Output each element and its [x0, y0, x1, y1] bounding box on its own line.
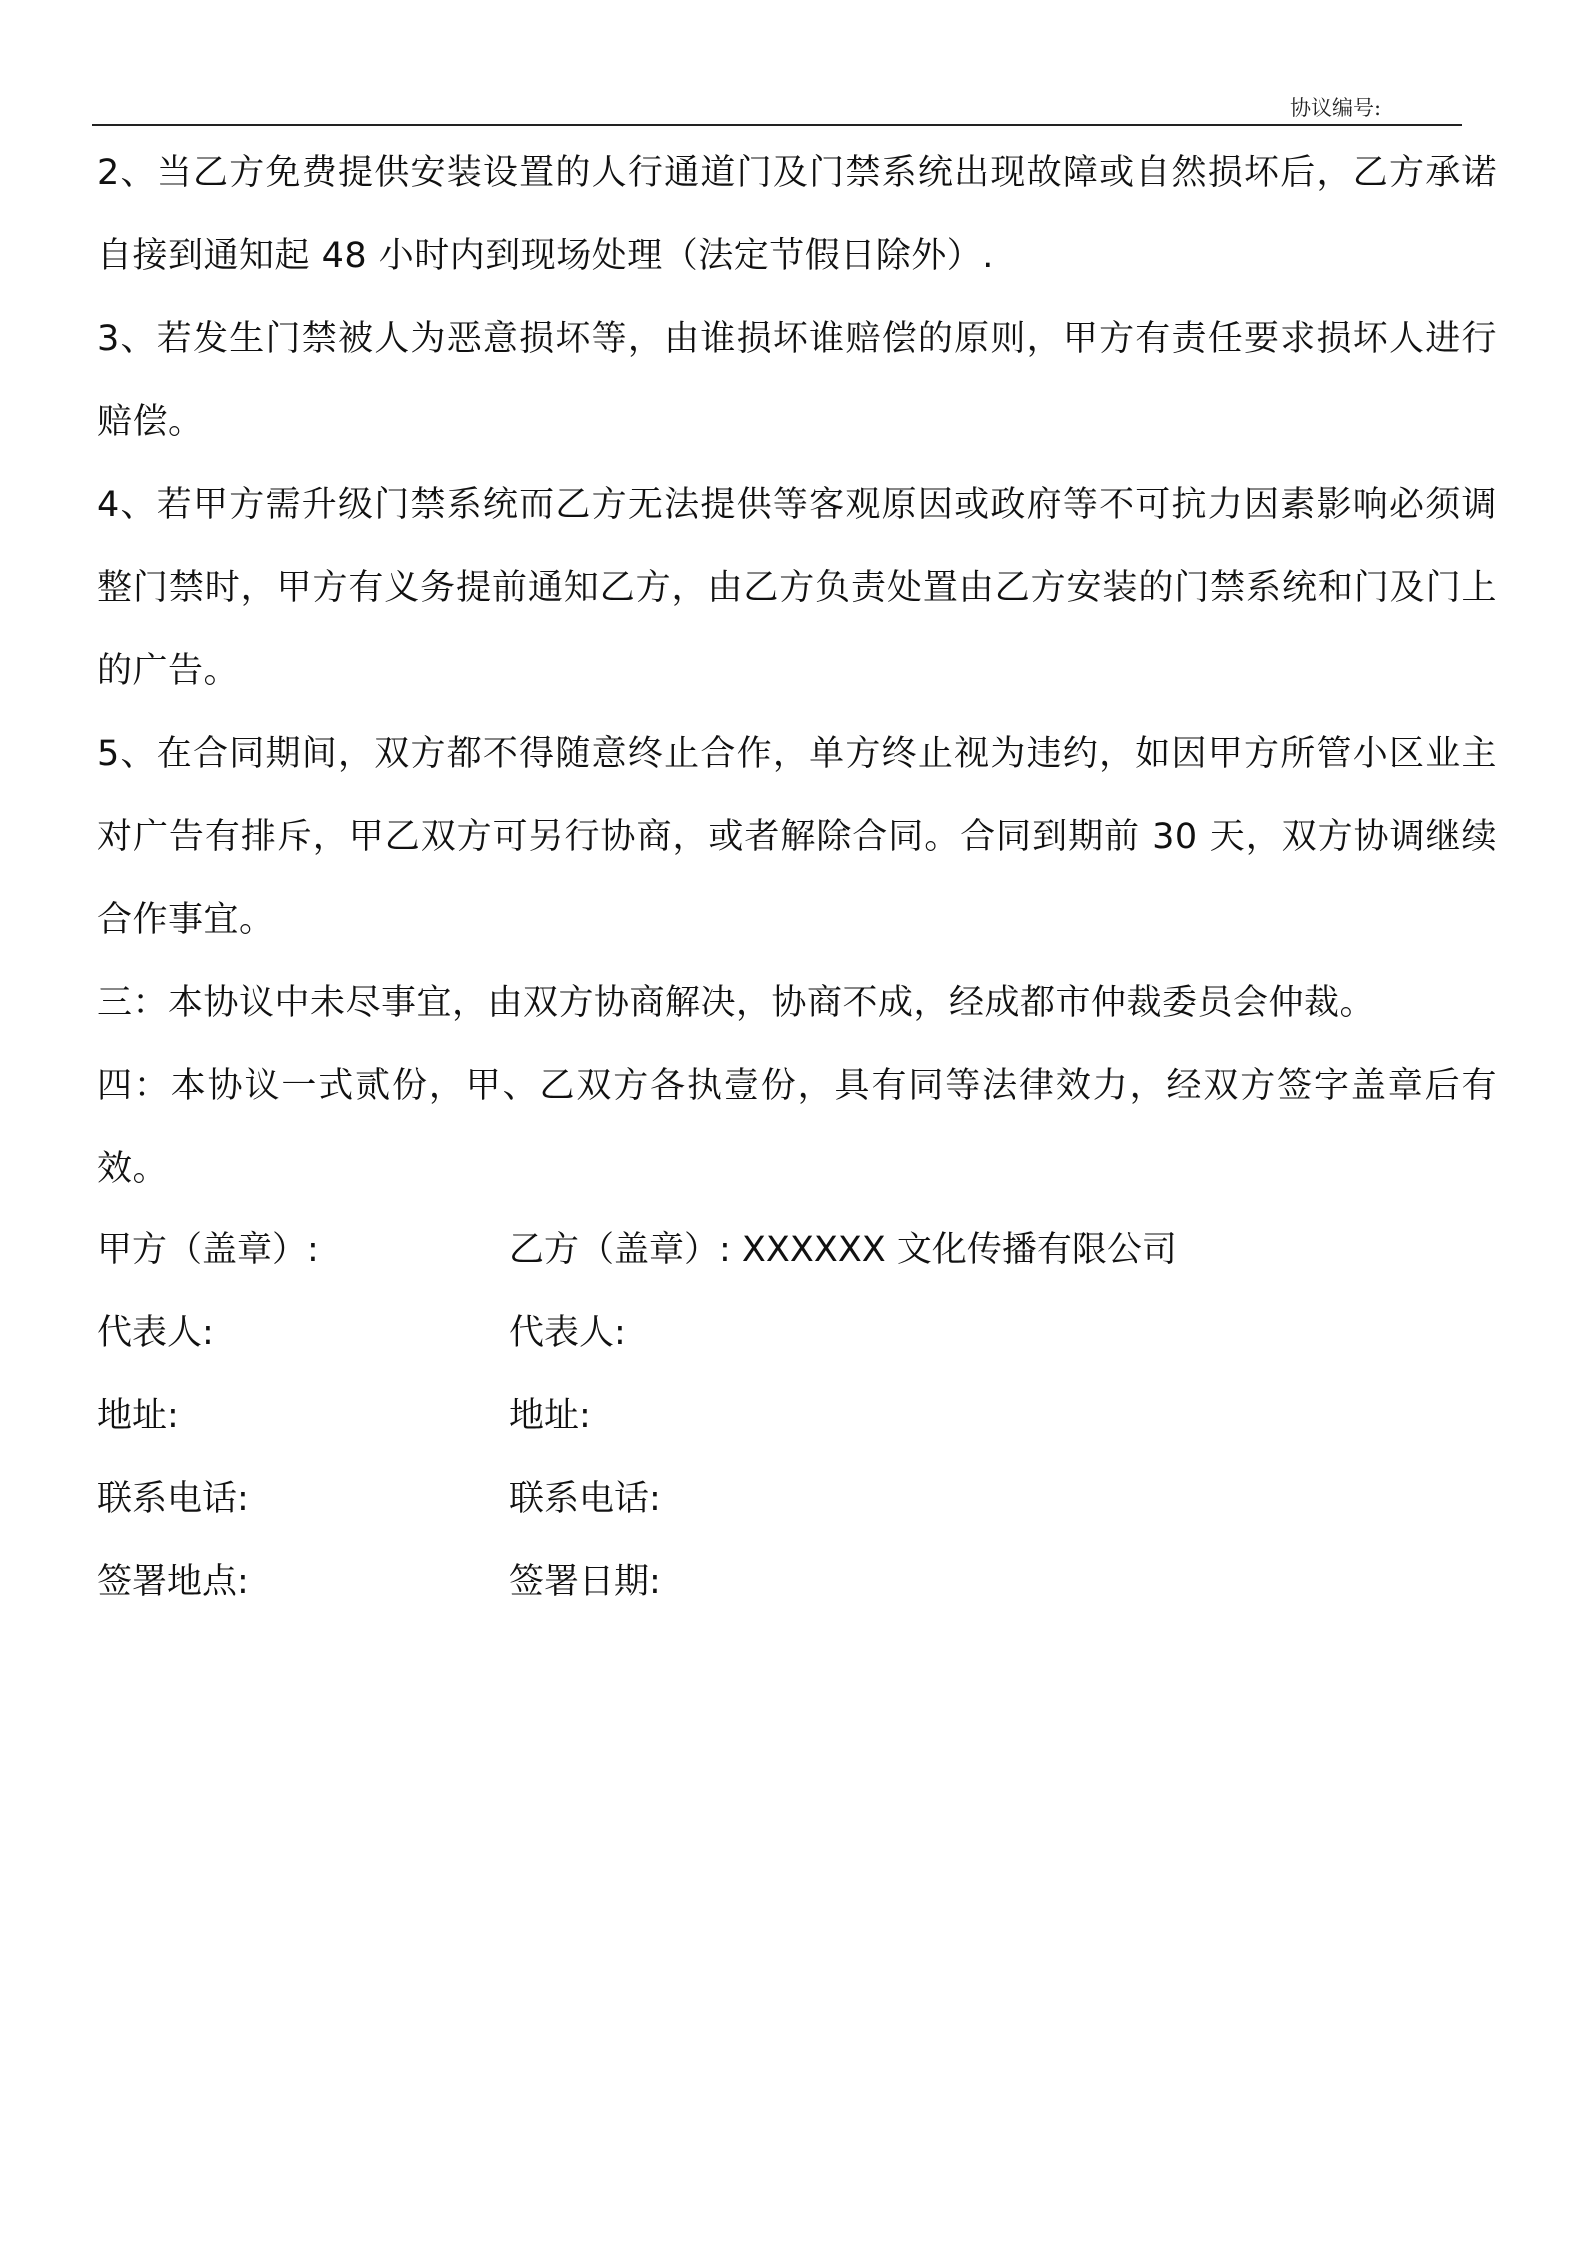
party-a-address-label: 地址: [97, 1396, 179, 1436]
clause-3: 3、若发生门禁被人为恶意损坏等，由谁损坏谁赔偿的原则，甲方有责任要求损坏人进行赔偿。 [97, 319, 1497, 442]
party-a-phone-label: 联系电话: [97, 1479, 249, 1519]
article-4: 四：本协议一式贰份，甲、乙双方各执壹份，具有同等法律效力，经双方签字盖章后有效。 [97, 1066, 1497, 1189]
party-b-address-label: 地址: [509, 1396, 591, 1436]
signature-row-representative [97, 1292, 1497, 1375]
agreement-number-label: 协议编号: [1290, 96, 1382, 120]
article-3: 三：本协议中未尽事宜，由双方协商解决，协商不成，经成都市仲裁委员会仲裁。 [97, 983, 1376, 1023]
clause-5: 5、在合同期间，双方都不得随意终止合作，单方终止视为违约，如因甲方所管小区业主对广告有排斥，甲乙双方可另行协商，或者解除合同。合同到期前 30 天，双方协调继续合作事宜。 [97, 734, 1497, 940]
signature-row-seal [97, 1209, 1497, 1292]
signature-row-phone [97, 1458, 1497, 1541]
party-a-seal-label: 甲方（盖章）: [97, 1230, 319, 1270]
clause-2: 2、当乙方免费提供安装设置的人行通道门及门禁系统出现故障或自然损坏后，乙方承诺自接到通知起 48 小时内到现场处理（法定节假日除外）. [97, 153, 1497, 276]
party-b-seal-label: 乙方（盖章）: XXXXXX 文化传播有限公司 [509, 1230, 1177, 1270]
header-rule [92, 124, 1462, 126]
party-a-representative-label: 代表人: [97, 1313, 214, 1353]
signing-date-label: 签署日期: [509, 1562, 661, 1602]
signature-block [97, 1209, 1497, 1624]
clause-4: 4、若甲方需升级门禁系统而乙方无法提供等客观原因或政府等不可抗力因素影响必须调整门禁时，甲方有义务提前通知乙方，由乙方负责处置由乙方安装的门禁系统和门及门上的广告。 [97, 485, 1497, 691]
clauses-body [97, 132, 1497, 1211]
party-b-representative-label: 代表人: [509, 1313, 626, 1353]
signing-place-label: 签署地点: [97, 1562, 249, 1602]
signature-row-address [97, 1375, 1497, 1458]
party-b-phone-label: 联系电话: [509, 1479, 661, 1519]
signature-row-place-date [97, 1541, 1497, 1624]
